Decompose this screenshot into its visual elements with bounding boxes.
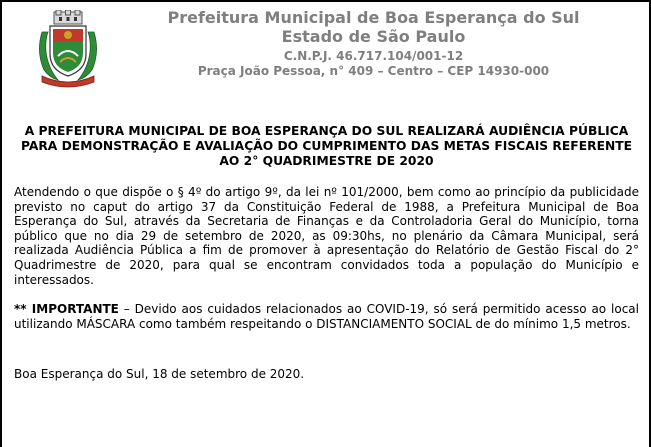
notice-paragraph-2 bbox=[14, 302, 639, 331]
letterhead-text bbox=[106, 8, 641, 79]
state-name: Estado de São Paulo bbox=[281, 27, 466, 46]
important-label: ** IMPORTANTE bbox=[14, 302, 119, 317]
date-signature: Boa Esperança do Sul, 18 de setembro de 2020. bbox=[14, 367, 305, 382]
municipal-coat-of-arms-icon bbox=[36, 10, 100, 88]
municipality-name: Prefeitura Municipal de Boa Esperança do Sul bbox=[167, 8, 580, 27]
notice-paragraph-1: Atendendo o que dispõe o § 4º do artigo 9º, da lei nº 101/2000, bem como ao princípio da publicidade previsto no caput do artigo 37 da Constituição Federal de 1988, a Prefeitura Municipal de Boa Esperança do Sul, através da Secretaria de Finanças e da Controladoria Geral do Município, torna público que no dia 29 de setembro de 2020, as 09:30hs, no plenário da Câmara Municipal, será realizada Audiência Pública a fim de promover à apresentação do Relatório de Gestão Fiscal do 2° Quadrimestre de 2020, para qual se encontram convidados toda a população do Município e interessados. bbox=[14, 185, 639, 287]
notice-title: A PREFEITURA MUNICIPAL DE BOA ESPERANÇA DO SUL REALIZARÁ AUDIÊNCIA PÚBLICA PARA DEMONSTRAÇÃO E AVALIAÇÃO DO CUMPRIMENTO DAS METAS FISCAIS REFERENTE AO 2° QUADRIMESTRE DE 2020 bbox=[20, 124, 633, 168]
letterhead bbox=[2, 2, 649, 102]
notice-body bbox=[14, 124, 639, 382]
cnpj: C.N.P.J. 46.717.104/001-12 bbox=[283, 49, 464, 63]
important-text: – Devido aos cuidados relacionados ao COVID-19, só será permitido acesso ao local utilizando MÁSCARA como também respeitando o DISTANCIAMENTO SOCIAL de do mínimo 1,5 metros. bbox=[14, 302, 639, 331]
address: Praça João Pessoa, n° 409 – Centro – CEP 14930-000 bbox=[197, 64, 550, 78]
